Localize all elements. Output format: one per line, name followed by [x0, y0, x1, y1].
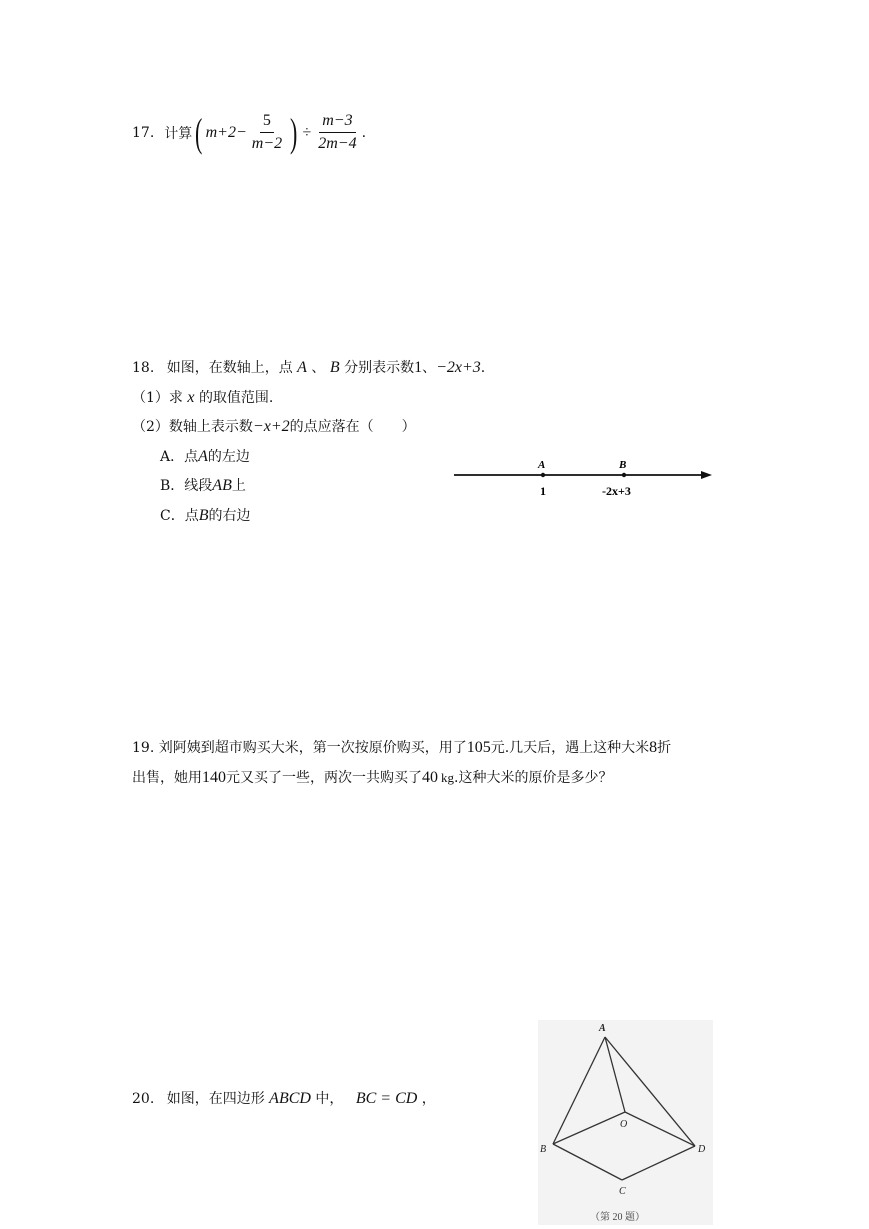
q20-quadrilateral: ABCD [269, 1090, 311, 1107]
question-19-line-1 [132, 737, 671, 757]
q19-n8: 8 [649, 739, 658, 756]
q18-optC-a: C．点 [160, 508, 199, 524]
q18-part2-expr: −x+2 [252, 418, 290, 435]
q18-optA-b: 的左边 [207, 449, 250, 465]
q19-line1b: 元.几天后，遇上这种大米 [490, 740, 650, 756]
q18-part2-b: 的点应落在（ ） [289, 419, 416, 435]
point-a-dot [541, 473, 545, 477]
q18-part-1 [132, 387, 273, 407]
number-line-figure [450, 455, 720, 505]
q18-end: . [480, 360, 486, 376]
q18-optA-a: A．点 [160, 449, 199, 465]
q18-point-a: A [297, 359, 307, 376]
point-b-dot [622, 473, 626, 477]
q18-sep1: 、 [311, 360, 326, 376]
q18-part2-a: （2）数轴上表示数 [132, 419, 253, 435]
q18-part1-var: x [187, 389, 195, 406]
q18-part1-a: （1）求 [132, 390, 183, 406]
q18-stem-b: 分别表示数 [344, 360, 415, 376]
question-17 [132, 109, 367, 155]
vertex-o-label: O [620, 1119, 628, 1130]
right-paren: ) [290, 109, 298, 155]
q18-option-b [160, 475, 246, 495]
figure-caption: （第 20 题） [590, 1212, 645, 1223]
q18-part1-b: 的取值范围. [198, 390, 274, 406]
q19-line1: 19. 刘阿姨到超市购买大米，第一次按原价购买，用了 [132, 740, 467, 756]
q18-optC-var: B [198, 507, 209, 524]
question-19-line-2 [132, 767, 612, 787]
q19-line2a: 出售，她用 [132, 770, 202, 786]
q18-optC-b: 的右边 [208, 508, 251, 524]
q19-unit: kg [441, 770, 454, 785]
vertex-c-label: C [619, 1186, 626, 1197]
q17-expr-before: m+2− [205, 123, 247, 141]
vertex-d-label: D [698, 1144, 706, 1155]
q18-option-c [160, 505, 251, 525]
q17-number: 17. [132, 124, 155, 141]
axis-label-a: A [538, 459, 546, 471]
q20-condition: BC = CD [355, 1090, 418, 1107]
q18-option-a [160, 446, 250, 466]
q19-line2b: 元又买了一些，两次一共购买了 [226, 770, 422, 786]
quadrilateral-figure [538, 1020, 713, 1225]
arrow-head-icon [701, 471, 712, 479]
q17-frac1-denominator: m−2 [251, 135, 283, 152]
axis-tick-2: -2x+3 [602, 484, 631, 498]
q18-val1: 1 [414, 359, 423, 376]
q17-fraction-1 [249, 112, 285, 153]
axis-tick-1: 1 [540, 484, 546, 498]
q18-val2: −2x+3 [436, 359, 481, 376]
vertex-a-label: A [599, 1023, 606, 1034]
q20-stem-b: 中， [315, 1091, 344, 1107]
q18-sep2: 、 [422, 360, 437, 376]
question-20 [132, 1088, 436, 1108]
q17-frac2-numerator: m−3 [319, 112, 355, 133]
q17-frac2-denominator: 2m−4 [318, 135, 357, 152]
q18-optA-var: A [198, 448, 208, 465]
q17-verb: 计算 [164, 125, 193, 142]
q19-line2c: .这种大米的原价是多少？ [454, 770, 613, 786]
q19-n40: 40 [422, 769, 438, 786]
q18-optB-b: 上 [231, 478, 246, 494]
q17-fraction-2 [315, 112, 359, 153]
q20-number: 20. [132, 1091, 155, 1107]
q20-stem-a: 如图，在四边形 [166, 1091, 265, 1107]
q19-n140: 140 [202, 769, 226, 786]
q18-point-b: B [329, 359, 340, 376]
q17-divide-sign: ÷ [302, 123, 312, 141]
q18-number: 18. [132, 360, 155, 376]
q19-line1c: 折 [657, 740, 672, 756]
q18-stem-a: 如图，在数轴上，点 [166, 360, 293, 376]
q18-optB-a: B．线段 [160, 478, 213, 494]
quadrilateral-figure-svg [538, 1020, 713, 1225]
vertex-b-label: B [540, 1144, 547, 1155]
axis-label-b: B [619, 459, 627, 471]
q18-optB-var: AB [212, 477, 232, 494]
left-paren: ( [195, 109, 203, 155]
q17-end: . [361, 124, 367, 141]
q18-part-2 [132, 416, 416, 436]
q19-n105: 105 [466, 739, 491, 756]
q20-comma: ， [421, 1091, 436, 1107]
q17-frac1-numerator: 5 [260, 112, 274, 133]
question-18-stem [132, 357, 485, 377]
